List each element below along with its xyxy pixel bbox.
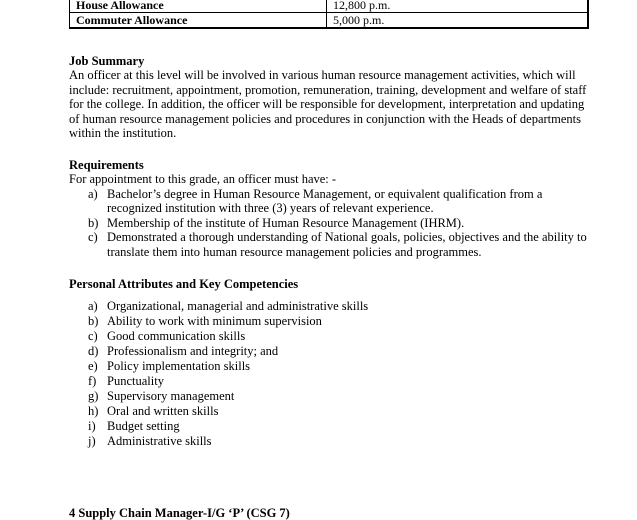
list-marker: c) <box>88 230 98 245</box>
list-item <box>69 389 589 404</box>
requirements-section <box>69 158 589 260</box>
list-item <box>69 434 589 449</box>
list-item-text: Supervisory management <box>107 389 235 403</box>
next-section-heading: 4 Supply Chain Manager-I/G ‘P’ (CSG 7) <box>69 506 290 520</box>
job-summary-text: An officer at this level will be involved in various human resource management activities, which will include: recruitment, appointment, promotion, remuneration, training, development and welfare of staff for the college. In addition, the officer will be responsible for development, interpretation and updating of human resource management policies and procedures in conjunction with the Heads of departments within the institution. <box>69 68 587 141</box>
list-item-text: Policy implementation skills <box>107 359 251 373</box>
list-marker: i) <box>88 419 96 433</box>
list-item-text: Membership of the institute of Human Resource Management (IHRM). <box>107 215 465 230</box>
allowance-name: Commuter Allowance <box>70 13 327 29</box>
personal-attributes-list <box>69 299 589 449</box>
list-item-text: Demonstrated a thorough understanding of National goals, policies, objectives and the ability to translate them into human resource management policies and programmes. <box>107 230 587 259</box>
list-item-text: Good communication skills <box>107 329 246 343</box>
list-marker: a) <box>88 299 98 313</box>
personal-attributes-section <box>69 277 589 449</box>
list-marker: a) <box>88 186 98 201</box>
personal-attributes-heading: Personal Attributes and Key Competencies <box>69 277 299 291</box>
list-item-text: Organizational, managerial and administrative skills <box>107 299 369 313</box>
list-item <box>69 314 589 329</box>
list-item-text: Punctuality <box>107 374 164 388</box>
list-item <box>69 404 589 419</box>
allowance-table <box>69 0 589 29</box>
requirements-intro: For appointment to this grade, an officer must have: - <box>69 172 337 186</box>
list-marker: c) <box>88 329 98 343</box>
requirements-heading: Requirements <box>69 158 144 172</box>
allowance-amount: 5,000 p.m. <box>327 13 589 29</box>
job-summary-section <box>69 54 589 141</box>
list-item-text: Bachelor’s degree in Human Resource Management, or equivalent qualification from a recognized institution with three (3) years of relevant experience. <box>107 186 543 216</box>
list-marker: g) <box>88 389 99 403</box>
requirements-list <box>69 187 589 260</box>
list-item <box>69 329 589 344</box>
list-marker: d) <box>88 344 99 358</box>
list-item <box>69 374 589 389</box>
list-item-text: Ability to work with minimum supervision <box>107 314 322 328</box>
list-item <box>69 299 589 314</box>
list-item-text: Professionalism and integrity; and <box>107 344 279 358</box>
list-item <box>69 419 589 434</box>
list-item <box>69 216 589 231</box>
table-row <box>70 13 589 29</box>
list-item-text: Administrative skills <box>107 434 212 448</box>
job-summary-heading: Job Summary <box>69 54 145 68</box>
list-marker: j) <box>88 434 96 448</box>
list-item-text: Budget setting <box>107 419 180 433</box>
list-item <box>69 344 589 359</box>
list-item <box>69 359 589 374</box>
list-marker: b) <box>88 215 99 230</box>
table-row <box>70 0 589 13</box>
list-marker: h) <box>88 404 99 418</box>
list-marker: b) <box>88 314 99 328</box>
list-marker: f) <box>88 374 97 388</box>
list-item <box>69 230 589 259</box>
list-item <box>69 187 589 216</box>
allowance-name: House Allowance <box>70 0 327 13</box>
list-marker: e) <box>88 359 98 373</box>
allowance-amount: 12,800 p.m. <box>327 0 589 13</box>
list-item-text: Oral and written skills <box>107 404 219 418</box>
